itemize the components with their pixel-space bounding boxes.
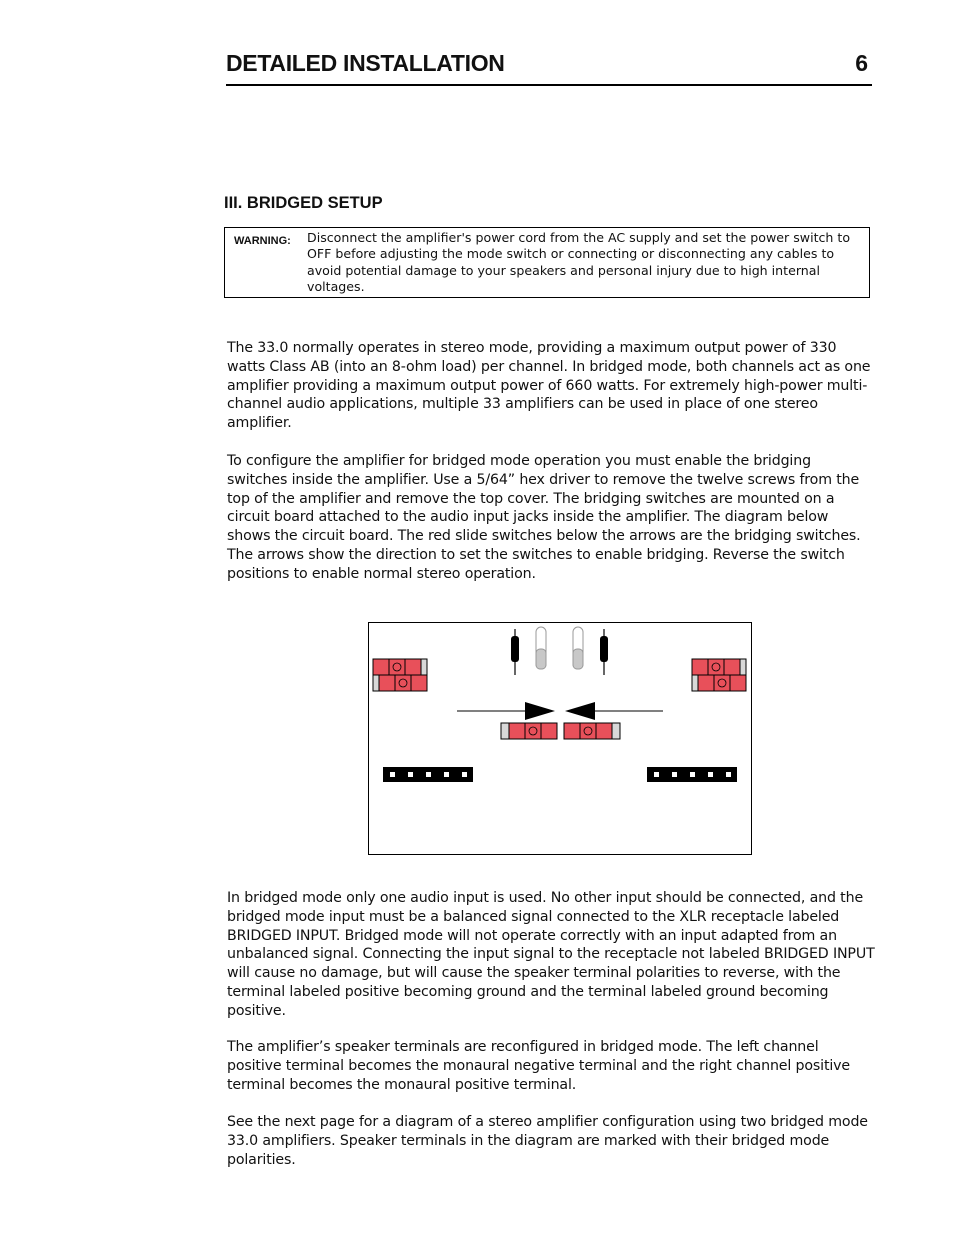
- paragraph-bridged-input: In bridged mode only one audio input is used. No other input should be connected, and the bridged mode input must be a balanced signal connected to the XLR receptacle labeled BRIDGED INPUT. Bridged mode will not operate correctly with an input adapted from an unbalanced signal. Connecting the input signal to the receptacle not labeled BRIDGED INPUT will cause no damage, but will cause the speaker terminal polarities to reverse, with the terminal labeled positive becoming ground and the terminal labeled ground becoming positive.: [227, 890, 875, 1019]
- circuit-board-diagram: [368, 622, 752, 855]
- pin-header-right: [647, 767, 737, 782]
- page-title: DETAILED INSTALLATION: [226, 50, 505, 76]
- left-switch-bottom: [373, 675, 427, 691]
- right-switch-top: [692, 659, 746, 675]
- component-right-gray: [573, 627, 583, 669]
- pin-header-left: [383, 767, 473, 782]
- page-number: 6: [855, 50, 868, 76]
- section-heading: III. BRIDGED SETUP: [224, 194, 383, 212]
- warning-text: Disconnect the amplifier's power cord from the AC supply and set the power switch to OFF before adjusting the mode switch or connecting or disconnecting any cables to avoid potential damage to your speakers and personal injury due to high internal voltages.: [307, 230, 851, 294]
- paragraph-speaker-terminals: The amplifier’s speaker terminals are reconfigured in bridged mode. The left channel positive terminal becomes the monaural negative terminal and the right channel positive terminal becomes the monaural positive terminal.: [227, 1039, 850, 1093]
- arrow-right: [457, 702, 555, 720]
- right-switch-bottom: [692, 675, 746, 691]
- paragraph-stereo-mode: The 33.0 normally operates in stereo mode, providing a maximum output power of 330 watts Class AB (into an 8-ohm load) per channel. In bridged mode, both channels act as one amplifier providing a maximum output power of 660 watts. For extremely high-power multi-channel audio applications, multiple 33 amplifiers can be used in place of one stereo amplifier.: [227, 340, 871, 432]
- page-header: [226, 50, 872, 86]
- arrow-left: [565, 702, 663, 720]
- left-switch-top: [373, 659, 427, 675]
- component-left-gray: [536, 627, 546, 669]
- resistor-left-black: [511, 629, 519, 675]
- bridging-switch-right: [564, 723, 620, 739]
- bridging-switch-left: [501, 723, 557, 739]
- circuit-board-svg: [369, 623, 750, 853]
- warning-box: [224, 227, 870, 298]
- paragraph-configure-bridging: To configure the amplifier for bridged mode operation you must enable the bridging switches inside the amplifier. Use a 5/64” hex driver to remove the twelve screws from the top of the amplifier and remove the top cover. The bridging switches are mounted on a circuit board attached to the audio input jacks inside the amplifier. The diagram below shows the circuit board. The red slide switches below the arrows are the bridging switches. The arrows show the direction to set the switches to enable bridging. Reverse the switch positions to enable normal stereo operation.: [227, 453, 861, 582]
- resistor-right-black: [600, 629, 608, 675]
- warning-label: WARNING:: [234, 235, 291, 247]
- paragraph-next-page: See the next page for a diagram of a stereo amplifier configuration using two bridged mode 33.0 amplifiers. Speaker terminals in the diagram are marked with their bridged mode polarities.: [227, 1114, 868, 1168]
